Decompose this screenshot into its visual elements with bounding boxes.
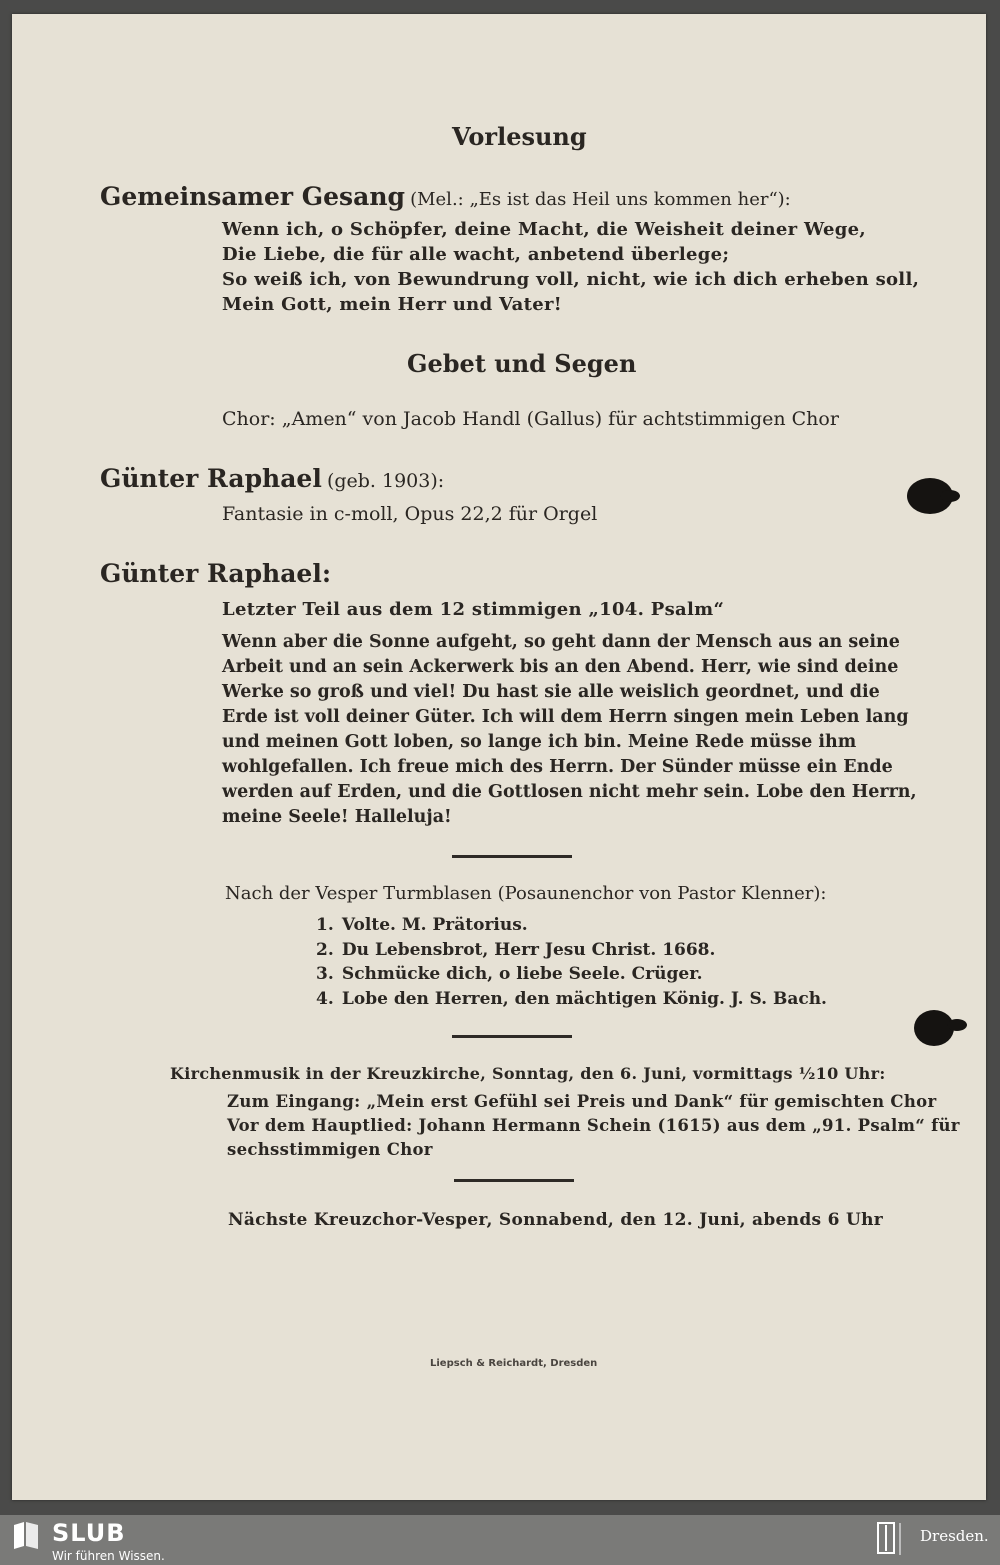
city-crest-icon <box>876 1521 910 1557</box>
section-divider <box>452 1035 572 1038</box>
raphael-heading-row <box>100 464 444 493</box>
vesper-list-item: 1. Volte. M. Prätorius. <box>316 915 528 935</box>
prayer-heading: Gebet und Segen <box>407 349 637 378</box>
hymn-line: Die Liebe, die für alle wacht, anbetend überlege; <box>222 244 730 265</box>
section-divider <box>454 1179 574 1182</box>
next-vesper-line: Nächste Kreuzchor-Vesper, Sonnabend, den 12. Juni, abends 6 Uhr <box>228 1210 883 1230</box>
church-music-heading: Kirchenmusik in der Kreuzkirche, Sonntag, den 6. Juni, vormittags ½10 Uhr: <box>170 1064 886 1083</box>
organ-work: Fantasie in c-moll, Opus 22,2 für Orgel <box>222 503 598 525</box>
vesper-list-item: 4. Lobe den Herren, den mächtigen König. J. S. Bach. <box>316 988 827 1009</box>
church-music-line: Vor dem Hauptlied: Johann Hermann Schein (1615) aus dem „91. Psalm“ für <box>227 1116 960 1135</box>
ink-blot <box>947 1019 967 1031</box>
raphael-heading-2: Günter Raphael: <box>100 559 332 588</box>
printer-imprint: Liepsch & Reichardt, Dresden <box>430 1358 598 1369</box>
hymn-heading: Gemeinsamer Gesang <box>100 182 405 211</box>
psalm-line: Werke so groß und viel! Du hast sie alle weislich geordnet, und die <box>222 682 880 702</box>
psalm-line: Arbeit und an sein Ackerwerk bis an den Abend. Herr, wie sind deine <box>222 657 899 677</box>
vesper-list-item: 2. Du Lebensbrot, Herr Jesu Christ. 1668. <box>316 939 716 960</box>
viewer-footer <box>0 1515 1000 1565</box>
vesper-intro: Nach der Vesper Turmblasen (Posaunenchor von Pastor Klenner): <box>225 883 827 904</box>
brand-tagline: Wir führen Wissen. <box>52 1549 165 1563</box>
page-title: Vorlesung <box>452 122 587 151</box>
ink-blot <box>940 490 960 502</box>
brand-name[interactable]: SLUB <box>52 1519 126 1547</box>
psalm-subtitle: Letzter Teil aus dem 12 stimmigen „104. Psalm“ <box>222 599 725 620</box>
psalm-line: und meinen Gott loben, so lange ich bin. Meine Rede müsse ihm <box>222 732 857 752</box>
psalm-text <box>222 630 918 830</box>
vesper-list-item: 3. Schmücke dich, o liebe Seele. Crüger. <box>316 964 703 984</box>
hymn-melody-note: (Mel.: „Es ist das Heil uns kommen her“): <box>410 189 791 210</box>
psalm-line: wohlgefallen. Ich freue mich des Herrn. Der Sünder müsse ein Ende <box>222 757 893 777</box>
hymn-heading-row <box>100 182 791 211</box>
book-icon <box>10 1519 42 1551</box>
hymn-line: So weiß ich, von Bewundrung voll, nicht, wie ich dich erheben soll, <box>222 269 920 290</box>
church-music-line: Zum Eingang: „Mein erst Gefühl sei Preis und Dank“ für gemischten Chor <box>227 1092 937 1111</box>
psalm-line: Wenn aber die Sonne aufgeht, so geht dann der Mensch aus an seine <box>222 632 900 652</box>
psalm-line: meine Seele! Halleluja! <box>222 807 452 827</box>
raphael-birth-note: (geb. 1903): <box>326 470 445 492</box>
choir-line: Chor: „Amen“ von Jacob Handl (Gallus) für achtstimmigen Chor <box>222 408 839 430</box>
psalm-line: Erde ist voll deiner Güter. Ich will dem Herrn singen mein Leben lang <box>222 707 909 727</box>
hymn-line: Wenn ich, o Schöpfer, deine Macht, die Weisheit deiner Wege, <box>222 219 866 240</box>
document-page <box>12 14 986 1500</box>
psalm-line: werden auf Erden, und die Gottlosen nicht mehr sein. Lobe den Herrn, <box>222 782 917 802</box>
section-divider <box>452 855 572 858</box>
church-music-line: sechsstimmigen Chor <box>227 1140 433 1159</box>
vesper-list <box>316 913 827 1011</box>
raphael-heading: Günter Raphael <box>100 464 322 493</box>
city-logo-text[interactable]: Dresden. <box>920 1527 989 1545</box>
hymn-line: Mein Gott, mein Herr und Vater! <box>222 294 562 315</box>
